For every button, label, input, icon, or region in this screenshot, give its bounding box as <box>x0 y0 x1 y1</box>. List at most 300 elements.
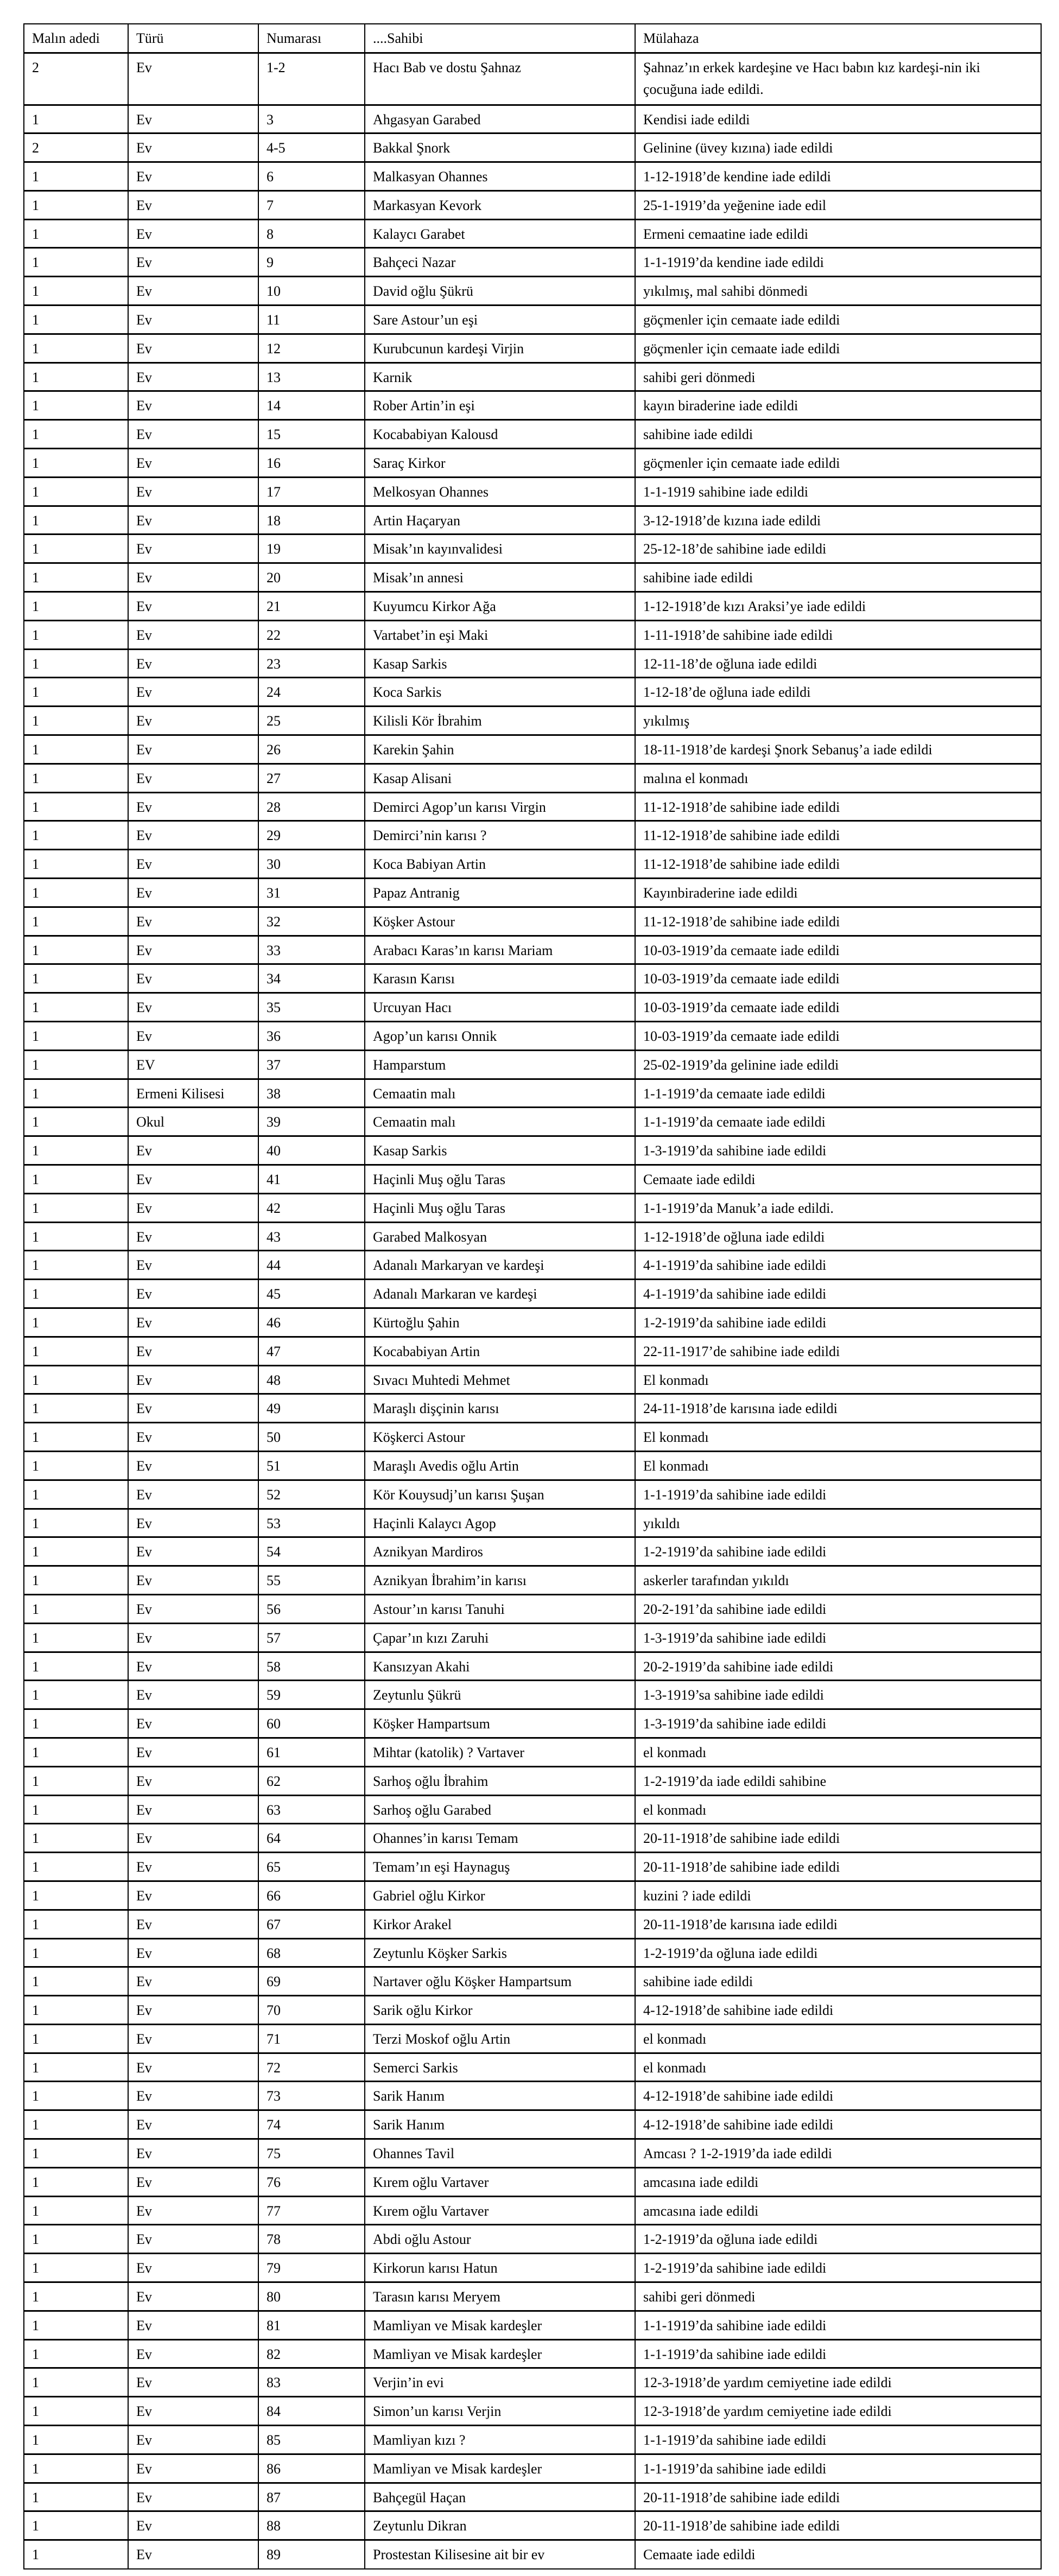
cell-quantity: 1 <box>24 1365 128 1394</box>
cell-remarks: askerler tarafından yıkıldı <box>635 1566 1041 1595</box>
cell-remarks: 1-1-1919’da cemaate iade edildi <box>635 1079 1041 1108</box>
cell-owner: Koca Babiyan Artin <box>365 850 635 879</box>
cell-remarks: 20-11-1918’de sahibine iade edildi <box>635 2483 1041 2511</box>
table-row <box>24 1108 1041 1136</box>
cell-remarks: 4-12-1918’de sahibine iade edildi <box>635 1996 1041 2025</box>
cell-number: 57 <box>258 1623 365 1652</box>
cell-owner: Kirkorun karısı Hatun <box>365 2254 635 2282</box>
cell-quantity: 1 <box>24 1652 128 1681</box>
header-quantity: Malın adedi <box>24 24 128 53</box>
cell-quantity: 1 <box>24 2225 128 2254</box>
table-row <box>24 306 1041 334</box>
cell-remarks: 1-2-1919’da sahibine iade edildi <box>635 2254 1041 2282</box>
cell-remarks: 11-12-1918’de sahibine iade edildi <box>635 907 1041 936</box>
cell-remarks: sahibine iade edildi <box>635 420 1041 449</box>
cell-remarks: 10-03-1919’da cemaate iade edildi <box>635 964 1041 993</box>
cell-quantity: 1 <box>24 620 128 649</box>
table-row <box>24 2339 1041 2368</box>
cell-owner: Ohannes Tavil <box>365 2139 635 2168</box>
cell-type: Ev <box>128 1681 258 1709</box>
cell-quantity: 1 <box>24 2540 128 2569</box>
cell-owner: Prostestan Kilisesine ait bir ev <box>365 2540 635 2569</box>
table-row <box>24 2311 1041 2339</box>
cell-remarks: 1-2-1919’da oğluna iade edildi <box>635 1938 1041 1967</box>
cell-quantity: 1 <box>24 105 128 133</box>
cell-owner: Karasın Karısı <box>365 964 635 993</box>
cell-quantity: 1 <box>24 1509 128 1537</box>
cell-remarks: 1-3-1919’da sahibine iade edildi <box>635 1136 1041 1165</box>
cell-number: 7 <box>258 190 365 219</box>
cell-owner: Verjin’in evi <box>365 2368 635 2397</box>
cell-quantity: 1 <box>24 190 128 219</box>
cell-remarks: el konmadı <box>635 2024 1041 2053</box>
header-row <box>24 24 1041 53</box>
cell-type: Ev <box>128 535 258 563</box>
cell-owner: Sarik Hanım <box>365 2082 635 2110</box>
table-row <box>24 535 1041 563</box>
cell-type: Ev <box>128 1423 258 1452</box>
cell-quantity: 1 <box>24 1853 128 1881</box>
cell-number: 43 <box>258 1222 365 1251</box>
cell-type: Ev <box>128 879 258 907</box>
table-row <box>24 2426 1041 2454</box>
cell-remarks: 1-1-1919’da sahibine iade edildi <box>635 2311 1041 2339</box>
cell-type: Ev <box>128 2339 258 2368</box>
cell-number: 15 <box>258 420 365 449</box>
cell-quantity: 1 <box>24 2483 128 2511</box>
cell-remarks: 1-1-1919’da kendine iade edildi <box>635 248 1041 277</box>
cell-owner: Sarik Hanım <box>365 2110 635 2139</box>
cell-remarks: 20-2-1919’da sahibine iade edildi <box>635 1652 1041 1681</box>
cell-type: Ev <box>128 190 258 219</box>
cell-owner: Mihtar (katolik) ? Vartaver <box>365 1738 635 1766</box>
cell-remarks: 11-12-1918’de sahibine iade edildi <box>635 792 1041 821</box>
cell-quantity: 1 <box>24 1938 128 1967</box>
cell-type: Ev <box>128 248 258 277</box>
table-row <box>24 964 1041 993</box>
property-return-table <box>23 23 1042 2569</box>
cell-owner: Sare Astour’un eşi <box>365 306 635 334</box>
table-row <box>24 2397 1041 2426</box>
cell-type: Ev <box>128 2196 258 2225</box>
cell-remarks: El konmadı <box>635 1423 1041 1452</box>
table-row <box>24 707 1041 735</box>
table-row <box>24 1537 1041 1566</box>
cell-quantity: 1 <box>24 1108 128 1136</box>
cell-remarks: 12-11-18’de oğluna iade edildi <box>635 649 1041 678</box>
cell-quantity: 1 <box>24 219 128 248</box>
table-row <box>24 993 1041 1022</box>
cell-number: 59 <box>258 1681 365 1709</box>
table-row <box>24 907 1041 936</box>
cell-quantity: 1 <box>24 2311 128 2339</box>
cell-type: Ev <box>128 735 258 764</box>
cell-quantity: 1 <box>24 506 128 535</box>
cell-quantity: 1 <box>24 1738 128 1766</box>
header-owner: ....Sahibi <box>365 24 635 53</box>
cell-remarks: 11-12-1918’de sahibine iade edildi <box>635 850 1041 879</box>
table-row <box>24 334 1041 362</box>
cell-number: 24 <box>258 678 365 707</box>
cell-quantity: 2 <box>24 133 128 162</box>
cell-remarks: 25-02-1919’da gelinine iade edildi <box>635 1050 1041 1079</box>
cell-number: 12 <box>258 334 365 362</box>
table-row <box>24 391 1041 420</box>
cell-owner: Misak’ın kayınvalidesi <box>365 535 635 563</box>
cell-number: 9 <box>258 248 365 277</box>
cell-remarks: 1-1-1919’da cemaate iade edildi <box>635 1108 1041 1136</box>
cell-quantity: 1 <box>24 2196 128 2225</box>
cell-quantity: 1 <box>24 2282 128 2311</box>
cell-type: Ev <box>128 277 258 306</box>
cell-number: 79 <box>258 2254 365 2282</box>
cell-number: 34 <box>258 964 365 993</box>
cell-remarks: kuzini ? iade edildi <box>635 1881 1041 1910</box>
cell-number: 84 <box>258 2397 365 2426</box>
cell-type: Ev <box>128 1251 258 1280</box>
cell-type: Ev <box>128 1165 258 1193</box>
cell-owner: Gabriel oğlu Kirkor <box>365 1881 635 1910</box>
cell-number: 48 <box>258 1365 365 1394</box>
cell-quantity: 1 <box>24 1451 128 1480</box>
cell-remarks: 20-11-1918’de sahibine iade edildi <box>635 1853 1041 1881</box>
cell-owner: Agop’un karısı Onnik <box>365 1022 635 1051</box>
cell-remarks: Ermeni cemaatine iade edildi <box>635 219 1041 248</box>
cell-owner: Bahçeci Nazar <box>365 248 635 277</box>
cell-owner: Nartaver oğlu Köşker Hampartsum <box>365 1967 635 1996</box>
cell-type: Ev <box>128 477 258 506</box>
cell-remarks: 20-2-191’da sahibine iade edildi <box>635 1594 1041 1623</box>
cell-quantity: 1 <box>24 362 128 391</box>
cell-type: Ev <box>128 2139 258 2168</box>
cell-owner: Semerci Sarkis <box>365 2053 635 2082</box>
cell-number: 6 <box>258 162 365 191</box>
cell-owner: Astour’ın karısı Tanuhi <box>365 1594 635 1623</box>
table-row <box>24 190 1041 219</box>
cell-number: 17 <box>258 477 365 506</box>
table-row <box>24 1251 1041 1280</box>
cell-remarks: 10-03-1919’da cemaate iade edildi <box>635 936 1041 964</box>
cell-number: 33 <box>258 936 365 964</box>
cell-quantity: 1 <box>24 277 128 306</box>
cell-number: 23 <box>258 649 365 678</box>
cell-owner: Ohannes’in karısı Temam <box>365 1824 635 1853</box>
cell-quantity: 1 <box>24 563 128 592</box>
cell-owner: Adanalı Markaran ve kardeşi <box>365 1280 635 1308</box>
cell-owner: Çapar’ın kızı Zaruhi <box>365 1623 635 1652</box>
cell-owner: Kalaycı Garabet <box>365 219 635 248</box>
cell-type: Ev <box>128 2426 258 2454</box>
cell-remarks: amcasına iade edildi <box>635 2167 1041 2196</box>
cell-owner: Kirkor Arakel <box>365 1910 635 1938</box>
cell-remarks: 1-3-1919’sa sahibine iade edildi <box>635 1681 1041 1709</box>
cell-owner: Aznikyan İbrahim’in karısı <box>365 1566 635 1595</box>
cell-quantity: 1 <box>24 2139 128 2168</box>
cell-quantity: 1 <box>24 2053 128 2082</box>
cell-owner: Temam’ın eşi Haynaguş <box>365 1853 635 1881</box>
cell-number: 26 <box>258 735 365 764</box>
cell-owner: Kürtoğlu Şahin <box>365 1308 635 1337</box>
cell-number: 10 <box>258 277 365 306</box>
cell-owner: Adanalı Markaryan ve kardeşi <box>365 1251 635 1280</box>
cell-owner: Haçinli Muş oğlu Taras <box>365 1193 635 1222</box>
cell-remarks: 4-12-1918’de sahibine iade edildi <box>635 2082 1041 2110</box>
cell-type: Ev <box>128 2311 258 2339</box>
cell-number: 71 <box>258 2024 365 2053</box>
cell-number: 88 <box>258 2511 365 2540</box>
cell-owner: Kilisli Kör İbrahim <box>365 707 635 735</box>
cell-quantity: 1 <box>24 1165 128 1193</box>
cell-type: Ev <box>128 133 258 162</box>
cell-type: Ev <box>128 649 258 678</box>
cell-number: 74 <box>258 2110 365 2139</box>
cell-quantity: 1 <box>24 964 128 993</box>
cell-remarks: 1-12-18’de oğluna iade edildi <box>635 678 1041 707</box>
cell-remarks: göçmenler için cemaate iade edildi <box>635 334 1041 362</box>
cell-type: Ev <box>128 306 258 334</box>
cell-number: 22 <box>258 620 365 649</box>
cell-type: Ev <box>128 105 258 133</box>
table-row <box>24 678 1041 707</box>
table-row <box>24 1910 1041 1938</box>
cell-owner: Sarik oğlu Kirkor <box>365 1996 635 2025</box>
cell-type: Ev <box>128 1910 258 1938</box>
cell-number: 58 <box>258 1652 365 1681</box>
table-row <box>24 2167 1041 2196</box>
cell-number: 66 <box>258 1881 365 1910</box>
cell-number: 50 <box>258 1423 365 1452</box>
cell-owner: Kansızyan Akahi <box>365 1652 635 1681</box>
cell-owner: Demirci Agop’un karısı Virgin <box>365 792 635 821</box>
table-row <box>24 2454 1041 2483</box>
cell-owner: Kırem oğlu Vartaver <box>365 2196 635 2225</box>
cell-type: Ev <box>128 1623 258 1652</box>
cell-number: 75 <box>258 2139 365 2168</box>
table-row <box>24 1193 1041 1222</box>
table-row <box>24 1652 1041 1681</box>
table-row <box>24 1079 1041 1108</box>
cell-number: 73 <box>258 2082 365 2110</box>
cell-type: Ev <box>128 2024 258 2053</box>
cell-owner: Haçinli Muş oğlu Taras <box>365 1165 635 1193</box>
cell-type: Ev <box>128 334 258 362</box>
cell-owner: Sarhoş oğlu Garabed <box>365 1795 635 1824</box>
cell-number: 76 <box>258 2167 365 2196</box>
cell-number: 46 <box>258 1308 365 1337</box>
cell-quantity: 1 <box>24 1967 128 1996</box>
cell-type: EV <box>128 1050 258 1079</box>
table-row <box>24 162 1041 191</box>
cell-remarks: 1-12-1918’de kendine iade edildi <box>635 162 1041 191</box>
cell-number: 83 <box>258 2368 365 2397</box>
cell-owner: Tarasın karısı Meryem <box>365 2282 635 2311</box>
cell-quantity: 1 <box>24 993 128 1022</box>
cell-type: Ev <box>128 1566 258 1595</box>
cell-owner: Terzi Moskof oğlu Artin <box>365 2024 635 2053</box>
cell-owner: Kocababiyan Kalousd <box>365 420 635 449</box>
cell-number: 64 <box>258 1824 365 1853</box>
cell-remarks: 1-1-1919’da sahibine iade edildi <box>635 2454 1041 2483</box>
cell-type: Ev <box>128 2483 258 2511</box>
cell-type: Ev <box>128 850 258 879</box>
cell-quantity: 1 <box>24 821 128 850</box>
table-row <box>24 1050 1041 1079</box>
table-row <box>24 1165 1041 1193</box>
cell-number: 28 <box>258 792 365 821</box>
cell-type: Ev <box>128 1795 258 1824</box>
cell-quantity: 1 <box>24 334 128 362</box>
table-row <box>24 105 1041 133</box>
cell-owner: Misak’ın annesi <box>365 563 635 592</box>
cell-quantity: 1 <box>24 1423 128 1452</box>
table-row <box>24 1681 1041 1709</box>
cell-type: Ev <box>128 821 258 850</box>
cell-quantity: 1 <box>24 306 128 334</box>
table-row <box>24 1566 1041 1595</box>
cell-number: 37 <box>258 1050 365 1079</box>
cell-number: 19 <box>258 535 365 563</box>
cell-remarks: 25-1-1919’da yeğenine iade edil <box>635 190 1041 219</box>
cell-quantity: 1 <box>24 1824 128 1853</box>
cell-quantity: 1 <box>24 2426 128 2454</box>
cell-remarks: 1-2-1919’da oğluna iade edildi <box>635 2225 1041 2254</box>
cell-number: 82 <box>258 2339 365 2368</box>
cell-number: 30 <box>258 850 365 879</box>
table-row <box>24 2139 1041 2168</box>
cell-number: 4-5 <box>258 133 365 162</box>
cell-number: 89 <box>258 2540 365 2569</box>
table-row <box>24 850 1041 879</box>
cell-number: 87 <box>258 2483 365 2511</box>
cell-number: 60 <box>258 1709 365 1738</box>
cell-remarks: 1-12-1918’de kızı Araksi’ye iade edildi <box>635 592 1041 621</box>
cell-owner: Kurubcunun kardeşi Virjin <box>365 334 635 362</box>
cell-number: 54 <box>258 1537 365 1566</box>
cell-number: 25 <box>258 707 365 735</box>
cell-number: 1-2 <box>258 53 365 105</box>
cell-quantity: 1 <box>24 1795 128 1824</box>
cell-owner: Melkosyan Ohannes <box>365 477 635 506</box>
cell-quantity: 1 <box>24 2167 128 2196</box>
table-row <box>24 879 1041 907</box>
cell-number: 61 <box>258 1738 365 1766</box>
cell-number: 42 <box>258 1193 365 1222</box>
cell-remarks: 1-2-1919’da iade edildi sahibine <box>635 1766 1041 1795</box>
cell-owner: Markasyan Kevork <box>365 190 635 219</box>
cell-quantity: 1 <box>24 936 128 964</box>
cell-type: Ev <box>128 592 258 621</box>
table-row <box>24 1996 1041 2025</box>
cell-number: 11 <box>258 306 365 334</box>
cell-number: 55 <box>258 1566 365 1595</box>
header-number: Numarası <box>258 24 365 53</box>
cell-type: Ev <box>128 1594 258 1623</box>
cell-quantity: 1 <box>24 1594 128 1623</box>
cell-owner: Maraşlı dişçinin karısı <box>365 1394 635 1423</box>
cell-number: 56 <box>258 1594 365 1623</box>
table-row <box>24 2368 1041 2397</box>
table-row <box>24 2110 1041 2139</box>
cell-remarks: 1-11-1918’de sahibine iade edildi <box>635 620 1041 649</box>
table-row <box>24 1280 1041 1308</box>
cell-quantity: 1 <box>24 2110 128 2139</box>
cell-number: 52 <box>258 1480 365 1509</box>
table-row <box>24 592 1041 621</box>
table-row <box>24 420 1041 449</box>
cell-quantity: 1 <box>24 420 128 449</box>
cell-remarks: 1-2-1919’da sahibine iade edildi <box>635 1537 1041 1566</box>
table-row <box>24 1766 1041 1795</box>
cell-owner: Saraç Kirkor <box>365 449 635 478</box>
cell-remarks: malına el konmadı <box>635 764 1041 792</box>
cell-owner: Koca Sarkis <box>365 678 635 707</box>
cell-type: Ev <box>128 2254 258 2282</box>
cell-quantity: 1 <box>24 2368 128 2397</box>
cell-remarks: sahibine iade edildi <box>635 1967 1041 1996</box>
table-row <box>24 1394 1041 1423</box>
cell-type: Ev <box>128 362 258 391</box>
table-row <box>24 2196 1041 2225</box>
cell-remarks: 20-11-1918’de karısına iade edildi <box>635 1910 1041 1938</box>
cell-type: Okul <box>128 1108 258 1136</box>
cell-owner: Papaz Antranig <box>365 879 635 907</box>
cell-number: 49 <box>258 1394 365 1423</box>
cell-type: Ev <box>128 907 258 936</box>
cell-owner: Rober Artin’in eşi <box>365 391 635 420</box>
table-row <box>24 735 1041 764</box>
cell-number: 31 <box>258 879 365 907</box>
cell-remarks: 18-11-1918’de kardeşi Şnork Sebanuş’a iade edildi <box>635 735 1041 764</box>
cell-owner: Demirci’nin karısı ? <box>365 821 635 850</box>
table-row <box>24 1709 1041 1738</box>
cell-type: Ev <box>128 1853 258 1881</box>
cell-quantity: 1 <box>24 2082 128 2110</box>
cell-type: Ev <box>128 1280 258 1308</box>
cell-remarks: 4-1-1919’da sahibine iade edildi <box>635 1251 1041 1280</box>
cell-owner: Mamliyan ve Misak kardeşler <box>365 2454 635 2483</box>
cell-quantity: 1 <box>24 1193 128 1222</box>
cell-type: Ev <box>128 391 258 420</box>
cell-quantity: 1 <box>24 1480 128 1509</box>
cell-remarks: 1-1-1919’da sahibine iade edildi <box>635 2426 1041 2454</box>
cell-type: Ev <box>128 1881 258 1910</box>
cell-owner: Simon’un karısı Verjin <box>365 2397 635 2426</box>
cell-type: Ermeni Kilisesi <box>128 1079 258 1108</box>
table-row <box>24 1337 1041 1365</box>
table-header <box>24 24 1041 53</box>
cell-type: Ev <box>128 420 258 449</box>
cell-type: Ev <box>128 764 258 792</box>
cell-owner: Zeytunlu Köşker Sarkis <box>365 1938 635 1967</box>
cell-remarks: 1-12-1918’de oğluna iade edildi <box>635 1222 1041 1251</box>
cell-type: Ev <box>128 1537 258 1566</box>
cell-type: Ev <box>128 1996 258 2025</box>
table-row <box>24 277 1041 306</box>
cell-owner: Haçinli Kalaycı Agop <box>365 1509 635 1537</box>
table-row <box>24 1222 1041 1251</box>
cell-number: 36 <box>258 1022 365 1051</box>
cell-type: Ev <box>128 2110 258 2139</box>
table-row <box>24 936 1041 964</box>
cell-number: 81 <box>258 2311 365 2339</box>
cell-owner: Köşker Hampartsum <box>365 1709 635 1738</box>
cell-remarks: amcasına iade edildi <box>635 2196 1041 2225</box>
cell-type: Ev <box>128 1509 258 1537</box>
cell-number: 40 <box>258 1136 365 1165</box>
cell-owner: Kasap Alisani <box>365 764 635 792</box>
cell-quantity: 1 <box>24 1910 128 1938</box>
cell-remarks: 4-12-1918’de sahibine iade edildi <box>635 2110 1041 2139</box>
